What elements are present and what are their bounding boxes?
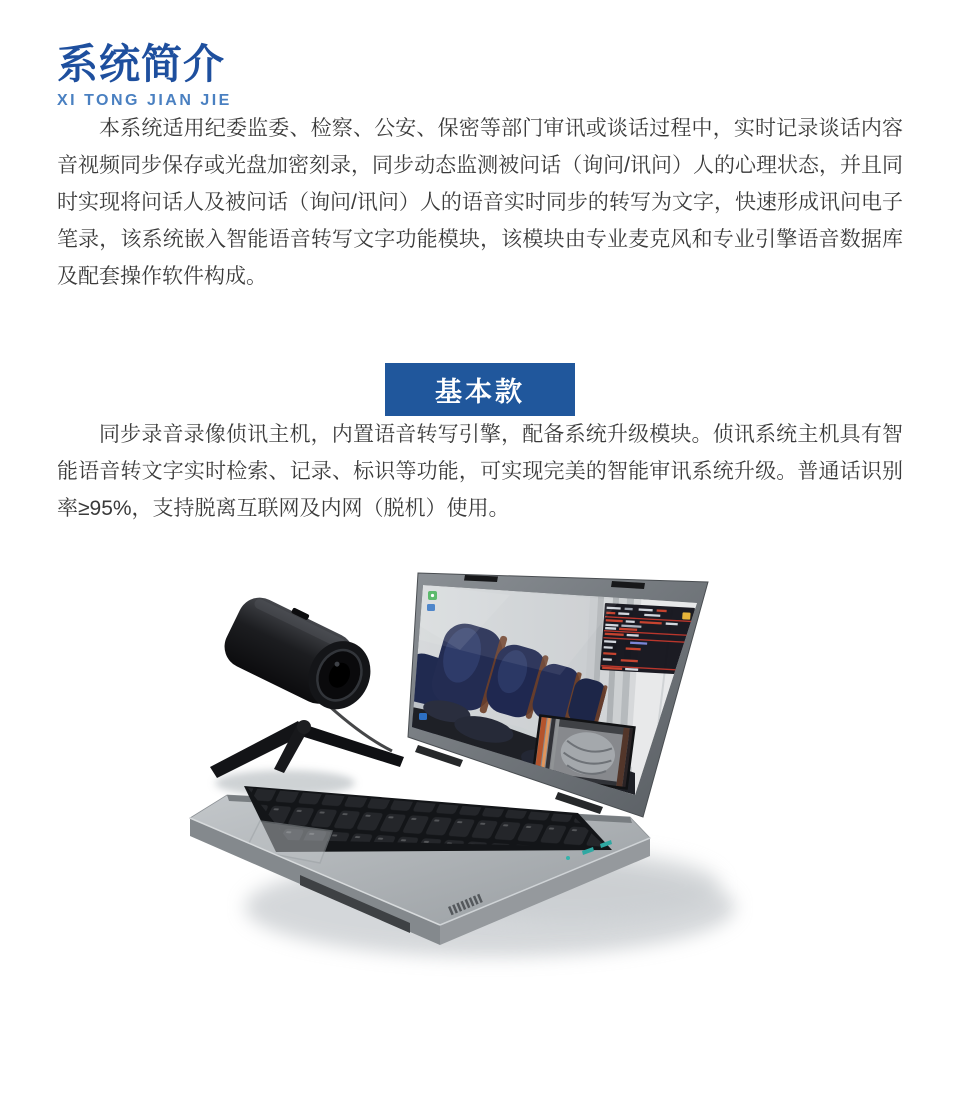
intro-paragraph: 本系统适用纪委监委、检察、公安、保密等部门审讯或谈话过程中，实时记录谈话内容音视频同步保存或光盘加密刻录，同步动态监测被问话（询问/讯问）人的心理状态，并且同时实现将问话人及被问话（询问/讯问）人的语音实时同步的转写为文字，快速形成讯问电子笔录，该系统嵌入智能语音转写文字功能模块，该模块由专业麦克风和专业引擎语音数据库及配套操作软件构成。 xyxy=(57,117,903,288)
badge-row xyxy=(57,363,903,416)
basic-model-badge: 基本款 xyxy=(385,363,575,416)
microphone-camera xyxy=(217,587,384,722)
product-image xyxy=(180,555,780,985)
panel-logo-icon xyxy=(682,612,691,619)
laptop-lid xyxy=(384,573,715,817)
tripod-legs xyxy=(210,705,404,778)
section-header xyxy=(57,41,903,110)
page-container xyxy=(0,41,960,985)
laptop-with-camera-illustration xyxy=(180,555,780,985)
blue-app-icon xyxy=(419,713,427,720)
page-title: 系统简介 xyxy=(57,41,225,87)
page-subtitle: XI TONG JIAN JIE xyxy=(57,92,232,109)
power-led xyxy=(566,856,570,860)
basic-model-paragraph: 同步录音录像侦讯主机，内置语音转写引擎，配备系统升级模块。侦讯系统主机具有智能语音转文字实时检索、记录、标识等功能，可实现完美的智能审讯系统升级。普通话识别率≥95%，支持脱离互联网及内网（脱机）使用。 xyxy=(57,423,903,520)
